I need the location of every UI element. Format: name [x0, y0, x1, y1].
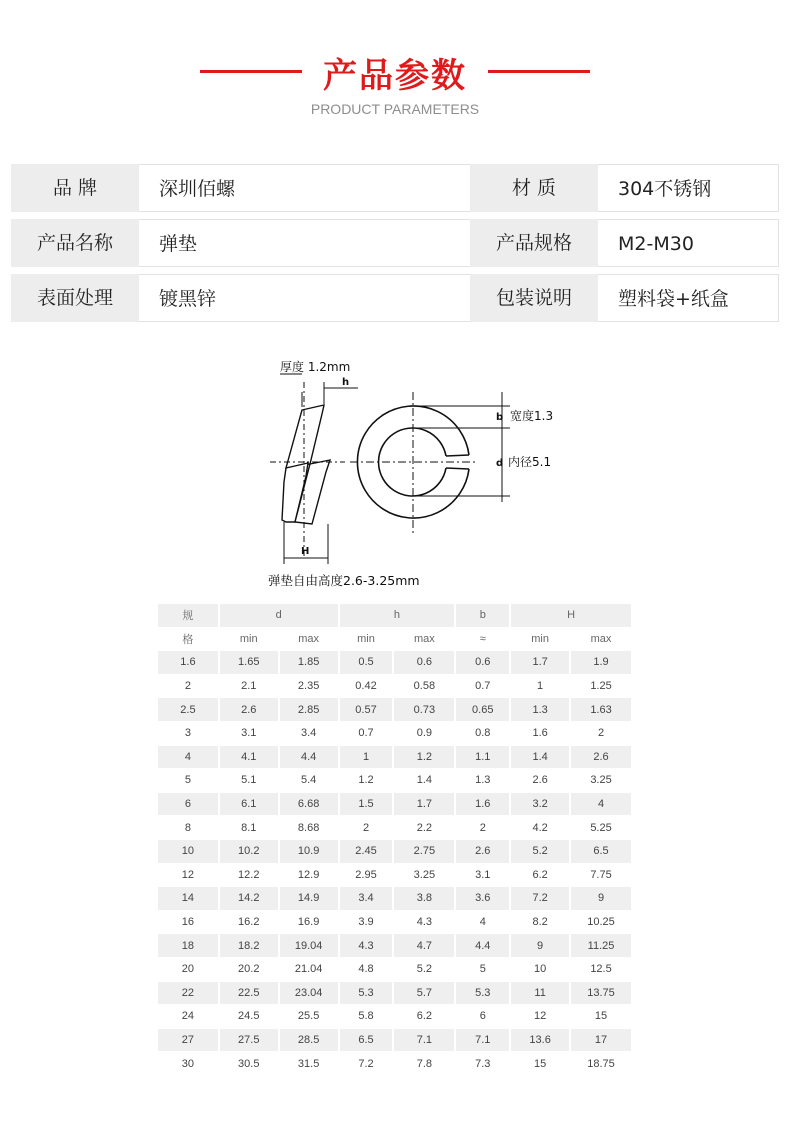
spec-cell: 27.5	[219, 1028, 279, 1052]
spec-cell: 4	[570, 792, 632, 816]
param-value: 弹垫	[139, 219, 470, 267]
spec-cell: 1.6	[158, 651, 219, 675]
spec-cell: 3.6	[455, 887, 510, 911]
spec-cell: 3.9	[339, 910, 394, 934]
H-dimension-mark: H	[301, 546, 310, 557]
spec-cell: 3.2	[510, 792, 570, 816]
spec-cell: 8.1	[219, 816, 279, 840]
param-value: 深圳佰螺	[139, 164, 470, 212]
spec-cell: 3.4	[339, 887, 394, 911]
spec-cell: 0.57	[339, 698, 394, 722]
washer-drawing	[250, 352, 570, 597]
spec-row	[158, 674, 632, 698]
spec-cell: 14.2	[219, 887, 279, 911]
spec-cell: 1.6	[510, 721, 570, 745]
washer-drawing-svg	[250, 352, 570, 597]
spec-cell: 14.9	[279, 887, 339, 911]
spec-cell: 5.25	[570, 816, 632, 840]
spec-row	[158, 721, 632, 745]
spec-cell: 19.04	[279, 934, 339, 958]
spec-cell: 2.1	[219, 674, 279, 698]
spec-cell: 22	[158, 981, 219, 1005]
spec-cell: 2.6	[570, 745, 632, 769]
spec-cell: 6.1	[219, 792, 279, 816]
spec-cell: 12	[510, 1005, 570, 1029]
spec-row	[158, 863, 632, 887]
params-row	[11, 274, 779, 322]
d-dimension-mark: d	[496, 458, 504, 469]
spec-cell: 3.25	[393, 863, 455, 887]
spec-cell: 16	[158, 910, 219, 934]
spec-cell: 5	[455, 957, 510, 981]
spec-cell: 1.7	[393, 792, 455, 816]
spec-row	[158, 887, 632, 911]
spec-cell: 1.4	[393, 769, 455, 793]
param-label: 产品规格	[470, 219, 598, 267]
spec-cell: 9	[570, 887, 632, 911]
spec-cell: 3.1	[455, 863, 510, 887]
spec-cell: 4.1	[219, 745, 279, 769]
h-dimension-mark: h	[342, 377, 350, 388]
spec-cell: 1.65	[219, 651, 279, 675]
spec-cell: 6.2	[510, 863, 570, 887]
spec-header-cell: d	[219, 604, 339, 627]
spec-cell: 1.25	[570, 674, 632, 698]
spec-header-cell: max	[279, 627, 339, 651]
param-value: 304不锈钢	[598, 164, 779, 212]
spec-cell: 7.75	[570, 863, 632, 887]
spec-cell: 7.2	[510, 887, 570, 911]
spec-cell: 1.3	[455, 769, 510, 793]
spec-header-cell: max	[393, 627, 455, 651]
spec-cell: 0.6	[393, 651, 455, 675]
spec-row	[158, 1005, 632, 1029]
spec-row	[158, 839, 632, 863]
spec-header-cell: 格	[158, 627, 219, 651]
spec-header-cell: max	[570, 627, 632, 651]
spec-cell: 5.7	[393, 981, 455, 1005]
spec-cell: 1.1	[455, 745, 510, 769]
spec-cell: 0.6	[455, 651, 510, 675]
spec-cell: 2.95	[339, 863, 394, 887]
spec-cell: 17	[570, 1028, 632, 1052]
spec-cell: 2.6	[455, 839, 510, 863]
spec-row	[158, 957, 632, 981]
spec-cell: 0.73	[393, 698, 455, 722]
spec-cell: 1.3	[510, 698, 570, 722]
spec-cell: 1.2	[393, 745, 455, 769]
spec-cell: 0.7	[455, 674, 510, 698]
params-row	[11, 219, 779, 267]
spec-header-row	[158, 604, 632, 627]
spec-cell: 12.5	[570, 957, 632, 981]
spec-row	[158, 698, 632, 722]
spec-cell: 2.2	[393, 816, 455, 840]
param-label: 产品名称	[11, 219, 139, 267]
spec-cell: 2.6	[510, 769, 570, 793]
spec-row	[158, 934, 632, 958]
spec-cell: 4.7	[393, 934, 455, 958]
spec-cell: 2	[570, 721, 632, 745]
section-header	[0, 0, 790, 130]
spec-cell: 5.8	[339, 1005, 394, 1029]
spec-cell: 30.5	[219, 1052, 279, 1076]
param-value: 镀黑锌	[139, 274, 470, 322]
spec-cell: 7.3	[455, 1052, 510, 1076]
spec-cell: 23.04	[279, 981, 339, 1005]
params-table	[11, 164, 779, 329]
spec-cell: 5.3	[339, 981, 394, 1005]
section-title: 产品参数	[323, 56, 467, 96]
spec-cell: 10.25	[570, 910, 632, 934]
spec-cell: 3.8	[393, 887, 455, 911]
spec-cell: 2.75	[393, 839, 455, 863]
spec-header-cell: h	[339, 604, 456, 627]
b-dimension-mark: b	[496, 412, 504, 423]
spec-cell: 1	[339, 745, 394, 769]
param-value: 塑料袋+纸盒	[598, 274, 779, 322]
params-row	[11, 164, 779, 212]
spec-cell: 0.58	[393, 674, 455, 698]
spec-cell: 1.85	[279, 651, 339, 675]
section-subtitle: PRODUCT PARAMETERS	[310, 101, 480, 117]
spec-row	[158, 792, 632, 816]
spec-cell: 10	[158, 839, 219, 863]
spec-cell: 31.5	[279, 1052, 339, 1076]
spec-cell: 27	[158, 1028, 219, 1052]
spec-cell: 10.9	[279, 839, 339, 863]
param-value: M2-M30	[598, 219, 779, 267]
spec-cell: 5	[158, 769, 219, 793]
spec-cell: 11.25	[570, 934, 632, 958]
spec-cell: 7.2	[339, 1052, 394, 1076]
spec-cell: 2	[339, 816, 394, 840]
spec-cell: 0.9	[393, 721, 455, 745]
spec-cell: 4.4	[455, 934, 510, 958]
spec-cell: 30	[158, 1052, 219, 1076]
spec-cell: 15	[510, 1052, 570, 1076]
spec-cell: 2	[158, 674, 219, 698]
spec-cell: 0.5	[339, 651, 394, 675]
spec-cell: 5.2	[510, 839, 570, 863]
param-label: 表面处理	[11, 274, 139, 322]
spec-cell: 5.2	[393, 957, 455, 981]
spec-cell: 5.3	[455, 981, 510, 1005]
spec-cell: 3	[158, 721, 219, 745]
spec-cell: 9	[510, 934, 570, 958]
spec-cell: 4.3	[393, 910, 455, 934]
spec-cell: 11	[510, 981, 570, 1005]
spec-cell: 4	[455, 910, 510, 934]
spec-cell: 20.2	[219, 957, 279, 981]
spec-row	[158, 816, 632, 840]
spec-cell: 1.9	[570, 651, 632, 675]
spec-cell: 20	[158, 957, 219, 981]
spec-cell: 3.4	[279, 721, 339, 745]
spec-cell: 24	[158, 1005, 219, 1029]
spec-cell: 1.7	[510, 651, 570, 675]
spec-cell: 7.8	[393, 1052, 455, 1076]
spec-cell: 8	[158, 816, 219, 840]
spec-cell: 2	[455, 816, 510, 840]
spec-cell: 8.2	[510, 910, 570, 934]
spec-cell: 7.1	[455, 1028, 510, 1052]
spec-cell: 4.8	[339, 957, 394, 981]
spec-cell: 4.2	[510, 816, 570, 840]
spec-cell: 25.5	[279, 1005, 339, 1029]
spec-row	[158, 981, 632, 1005]
spec-header-cell: b	[455, 604, 510, 627]
spec-header-row	[158, 627, 632, 651]
spec-cell: 2.85	[279, 698, 339, 722]
spec-cell: 1.2	[339, 769, 394, 793]
spec-cell: 6	[158, 792, 219, 816]
spec-cell: 16.2	[219, 910, 279, 934]
spec-cell: 1.4	[510, 745, 570, 769]
spec-cell: 28.5	[279, 1028, 339, 1052]
washer-front-view	[350, 392, 510, 534]
spec-row	[158, 1028, 632, 1052]
spec-cell: 6	[455, 1005, 510, 1029]
spec-row	[158, 1052, 632, 1076]
param-label: 品 牌	[11, 164, 139, 212]
spec-cell: 0.42	[339, 674, 394, 698]
spec-cell: 4.3	[339, 934, 394, 958]
spec-cell: 3.1	[219, 721, 279, 745]
spec-header-cell: min	[510, 627, 570, 651]
spec-header-cell: min	[219, 627, 279, 651]
spec-cell: 10.2	[219, 839, 279, 863]
param-label: 材 质	[470, 164, 598, 212]
spec-cell: 1	[510, 674, 570, 698]
spec-table	[158, 604, 633, 1076]
spec-cell: 21.04	[279, 957, 339, 981]
spec-cell: 13.75	[570, 981, 632, 1005]
spec-cell: 5.1	[219, 769, 279, 793]
param-label: 包装说明	[470, 274, 598, 322]
spec-cell: 1.5	[339, 792, 394, 816]
spec-cell: 6.68	[279, 792, 339, 816]
spec-cell: 15	[570, 1005, 632, 1029]
spec-row	[158, 745, 632, 769]
spec-row	[158, 651, 632, 675]
spec-cell: 0.7	[339, 721, 394, 745]
spec-cell: 7.1	[393, 1028, 455, 1052]
spec-cell: 2.6	[219, 698, 279, 722]
spec-cell: 18	[158, 934, 219, 958]
spec-body	[158, 651, 632, 1076]
spec-cell: 6.2	[393, 1005, 455, 1029]
spec-cell: 12.9	[279, 863, 339, 887]
thickness-label: 厚度 1.2mm	[280, 360, 351, 374]
spec-cell: 2.45	[339, 839, 394, 863]
spec-cell: 2.5	[158, 698, 219, 722]
free-height-label: 弹垫自由高度2.6-3.25mm	[268, 573, 420, 588]
spec-cell: 4	[158, 745, 219, 769]
spec-cell: 6.5	[339, 1028, 394, 1052]
spec-cell: 1.63	[570, 698, 632, 722]
inner-diameter-label: 内径5.1	[508, 455, 552, 469]
spec-cell: 24.5	[219, 1005, 279, 1029]
spec-cell: 5.4	[279, 769, 339, 793]
spec-cell: 16.9	[279, 910, 339, 934]
spec-cell: 18.75	[570, 1052, 632, 1076]
spec-cell: 8.68	[279, 816, 339, 840]
spec-header-cell: H	[510, 604, 632, 627]
spec-cell: 12	[158, 863, 219, 887]
spec-cell: 6.5	[570, 839, 632, 863]
width-label: 宽度1.3	[510, 409, 554, 423]
spec-cell: 14	[158, 887, 219, 911]
spec-cell: 0.65	[455, 698, 510, 722]
spec-cell: 10	[510, 957, 570, 981]
washer-side-view	[270, 374, 358, 564]
spec-header-cell: min	[339, 627, 394, 651]
spec-cell: 12.2	[219, 863, 279, 887]
spec-cell: 0.8	[455, 721, 510, 745]
title-divider-right	[488, 70, 590, 73]
spec-header-cell: ≈	[455, 627, 510, 651]
spec-cell: 2.35	[279, 674, 339, 698]
spec-row	[158, 910, 632, 934]
spec-cell: 18.2	[219, 934, 279, 958]
spec-cell: 4.4	[279, 745, 339, 769]
spec-cell: 22.5	[219, 981, 279, 1005]
spec-cell: 3.25	[570, 769, 632, 793]
spec-header-cell: 规	[158, 604, 219, 627]
spec-cell: 1.6	[455, 792, 510, 816]
spec-row	[158, 769, 632, 793]
spec-cell: 13.6	[510, 1028, 570, 1052]
